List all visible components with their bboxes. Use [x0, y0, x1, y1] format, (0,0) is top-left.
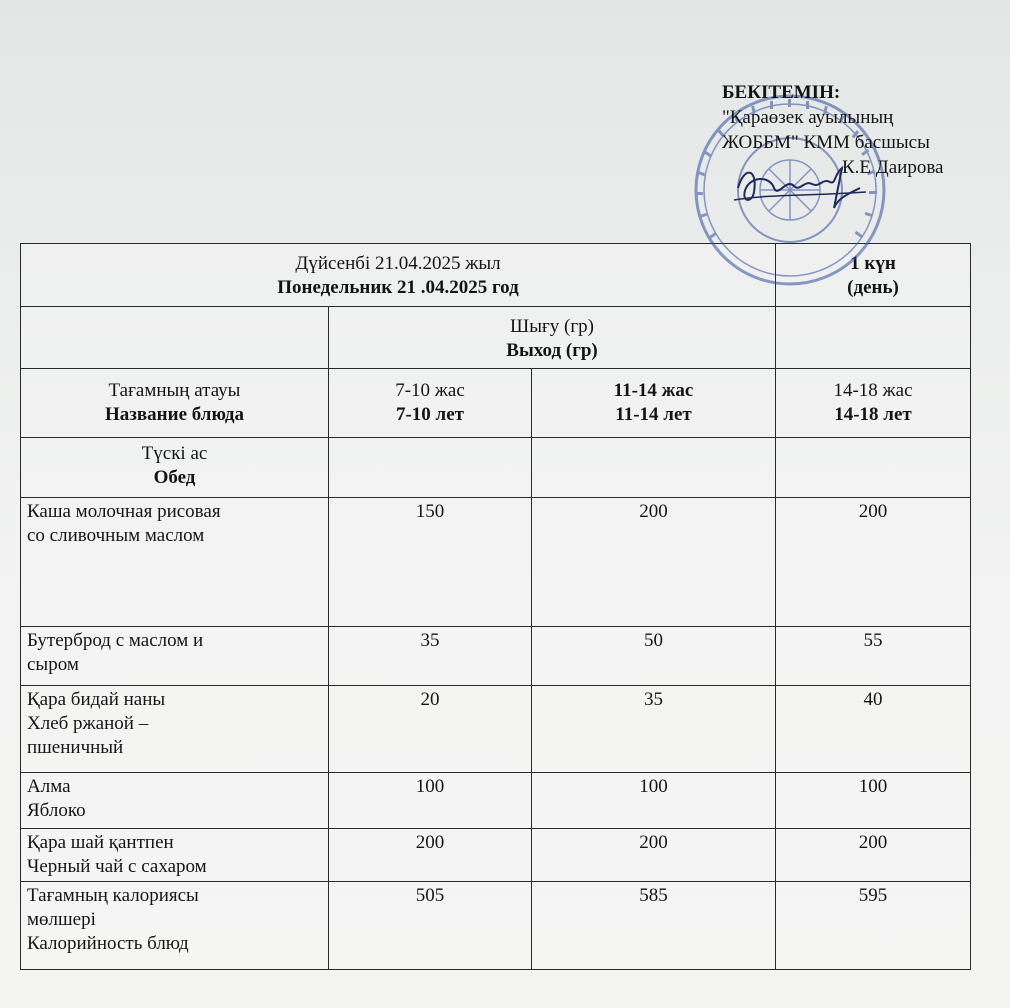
age2-kz: 11-14 жас	[613, 380, 694, 401]
age3-kz: 14-18 жас	[833, 380, 913, 401]
portion-age1: 100	[329, 773, 532, 829]
dish-name-cell	[21, 686, 329, 773]
dish-name-line: Яблоко	[27, 800, 86, 821]
signature-icon	[730, 158, 870, 218]
dish-name-cell	[21, 627, 329, 686]
meal-cell	[21, 438, 329, 498]
table-row	[21, 498, 971, 627]
portion-age3: 55	[776, 627, 971, 686]
empty-cell	[776, 307, 971, 369]
age2-header	[532, 369, 776, 438]
age3-header	[776, 369, 971, 438]
portion-age1: 150	[329, 498, 532, 627]
dish-name-line: Қара бидай наны	[27, 689, 166, 710]
yield-ru: Выход (гр)	[506, 340, 598, 361]
dish-name-cell	[21, 773, 329, 829]
name-header-ru: Название блюда	[105, 404, 244, 425]
date-cell	[21, 244, 776, 307]
dish-name-cell	[21, 829, 329, 882]
dish-name-line: мөлшері	[27, 909, 96, 930]
meal-ru: Обед	[153, 467, 196, 488]
age1-ru: 7-10 лет	[395, 404, 464, 425]
portion-age3: 100	[776, 773, 971, 829]
portion-age3: 200	[776, 829, 971, 882]
approval-title: БЕКІТЕМІН:	[722, 82, 841, 103]
dish-name-line: Алма	[27, 776, 71, 797]
yield-cell	[329, 307, 776, 369]
empty-cell	[532, 438, 776, 498]
dish-name-line: сыром	[27, 654, 79, 675]
portion-age1: 35	[329, 627, 532, 686]
approval-line-2: ЖОББМ" КММ басшысы	[722, 132, 930, 153]
portion-age1: 200	[329, 829, 532, 882]
dish-name-line: Черный чай с сахаром	[27, 856, 207, 877]
empty-cell	[776, 438, 971, 498]
yield-row	[21, 307, 971, 369]
empty-cell	[329, 438, 532, 498]
dish-name-line: Хлеб ржаной –	[27, 713, 149, 734]
calories-age1: 505	[329, 882, 532, 970]
date-kz: Дүйсенбі 21.04.2025 жыл	[295, 253, 501, 274]
yield-kz: Шығу (гр)	[510, 316, 594, 337]
calories-age2: 585	[532, 882, 776, 970]
portion-age1: 20	[329, 686, 532, 773]
dish-name-line: Бутерброд с маслом и	[27, 630, 204, 651]
dish-name-line: со сливочным маслом	[27, 525, 205, 546]
table-row	[21, 773, 971, 829]
age1-kz: 7-10 жас	[395, 380, 465, 401]
dish-name-cell	[21, 882, 329, 970]
name-header-kz: Тағамның атауы	[108, 380, 241, 401]
name-header	[21, 369, 329, 438]
portion-age2: 35	[532, 686, 776, 773]
menu-table	[20, 243, 971, 970]
empty-cell	[21, 307, 329, 369]
day-ru: (день)	[847, 277, 899, 298]
approval-line-1: "Қараөзек ауылының	[722, 107, 894, 128]
meal-row	[21, 438, 971, 498]
age1-header	[329, 369, 532, 438]
day-kz: 1 күн	[850, 253, 896, 274]
portion-age3: 200	[776, 498, 971, 627]
dish-name-line: Тағамның калориясы	[27, 885, 199, 906]
table-row	[21, 627, 971, 686]
dish-name-line: Қара шай қантпен	[27, 832, 174, 853]
meal-kz: Түскі ас	[141, 443, 208, 464]
age2-ru: 11-14 лет	[615, 404, 692, 425]
table-row	[21, 686, 971, 773]
portion-age2: 200	[532, 829, 776, 882]
portion-age2: 100	[532, 773, 776, 829]
dish-name-line: пшеничный	[27, 737, 124, 758]
portion-age2: 50	[532, 627, 776, 686]
table-row	[21, 882, 971, 970]
approval-signer: К.Е Даирова	[842, 157, 944, 178]
dish-name-line: Каша молочная рисовая	[27, 501, 221, 522]
calories-age3: 595	[776, 882, 971, 970]
table-row	[21, 829, 971, 882]
dish-name-cell	[21, 498, 329, 627]
date-ru: Понедельник 21 .04.2025 год	[277, 277, 519, 298]
column-header-row	[21, 369, 971, 438]
dish-name-line: Калорийность блюд	[27, 933, 189, 954]
age3-ru: 14-18 лет	[834, 404, 912, 425]
portion-age2: 200	[532, 498, 776, 627]
portion-age3: 40	[776, 686, 971, 773]
